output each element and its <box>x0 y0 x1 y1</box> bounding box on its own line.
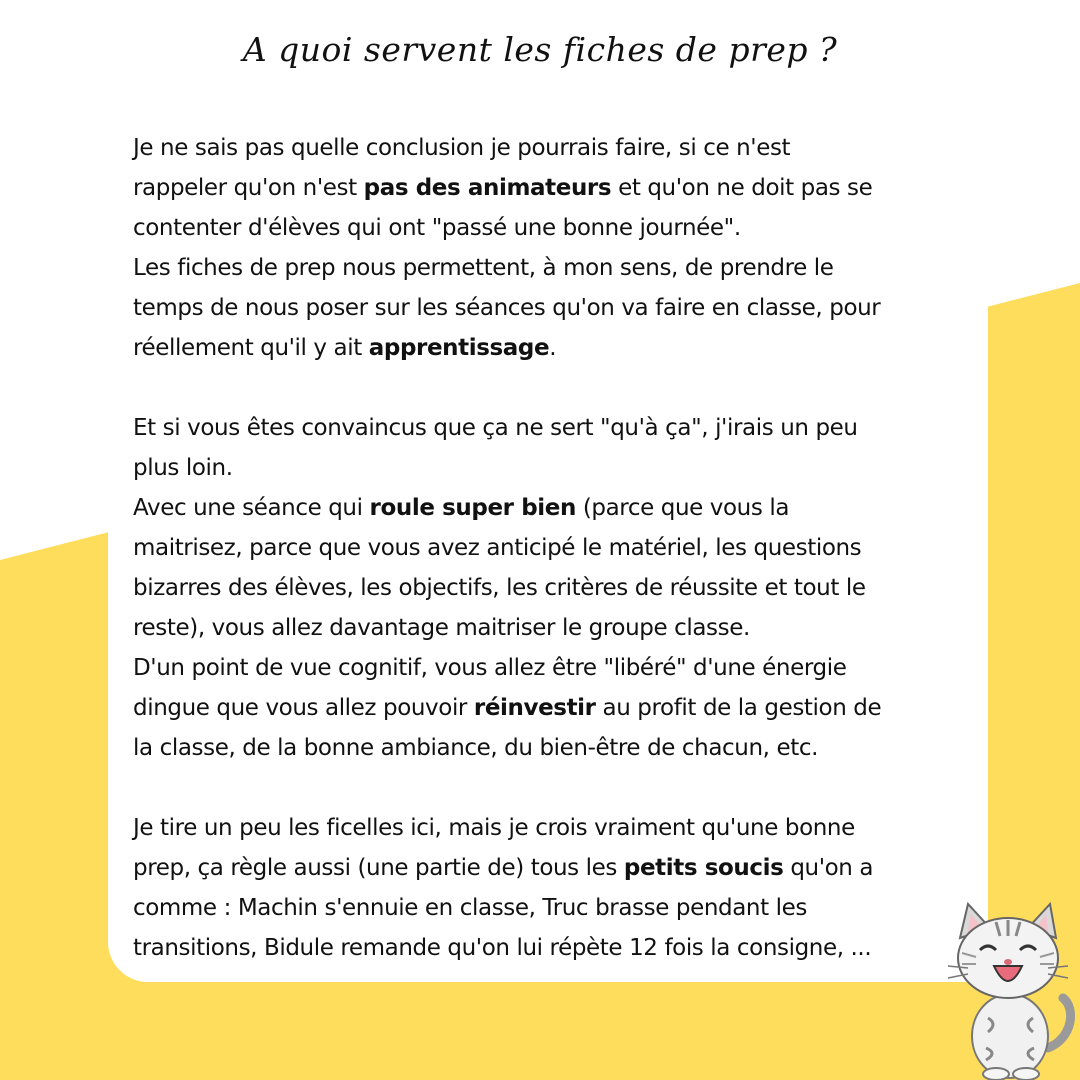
text-segment: Avec une séance qui <box>133 495 370 521</box>
text-segment: Et si vous êtes convaincus que ça ne sert "qu'à ça", j'irais un peu <box>133 415 858 441</box>
text-segment: dingue que vous allez pouvoir <box>133 695 474 721</box>
text-line <box>133 648 983 688</box>
text-segment: reste), vous allez davantage maitriser le groupe classe. <box>133 615 750 641</box>
page-title: A quoi servent les fiches de prep ? <box>242 30 838 69</box>
text-segment: Je ne sais pas quelle conclusion je pourrais faire, si ce n'est <box>133 135 791 161</box>
paragraph-gap <box>133 368 983 408</box>
text-line <box>133 288 983 328</box>
text-line <box>133 608 983 648</box>
text-segment: temps de nous poser sur les séances qu'on va faire en classe, pour <box>133 295 881 321</box>
text-line <box>133 248 983 288</box>
body-text <box>133 128 983 968</box>
text-line <box>133 528 983 568</box>
text-segment: et qu'on ne doit pas se <box>611 175 873 201</box>
bold-text: roule super bien <box>369 495 576 521</box>
text-segment: bizarres des élèves, les objectifs, les critères de réussite et tout le <box>133 575 866 601</box>
text-segment: rappeler qu'on n'est <box>133 175 364 201</box>
text-line <box>133 408 983 448</box>
text-segment: transitions, Bidule remande qu'on lui répète 12 fois la consigne, ... <box>133 935 872 961</box>
text-segment: Je tire un peu les ficelles ici, mais je crois vraiment qu'une bonne <box>133 815 855 841</box>
text-segment: Les fiches de prep nous permettent, à mon sens, de prendre le <box>133 255 834 281</box>
text-line <box>133 208 983 248</box>
text-segment: . <box>549 335 557 361</box>
text-segment: D'un point de vue cognitif, vous allez être "libéré" d'une énergie <box>133 655 847 681</box>
text-segment: réellement qu'il y ait <box>133 335 369 361</box>
bold-text: réinvestir <box>473 695 596 721</box>
text-line <box>133 488 983 528</box>
text-segment: plus loin. <box>133 455 233 481</box>
text-line <box>133 808 983 848</box>
text-line <box>133 928 983 968</box>
text-line <box>133 168 983 208</box>
text-segment: contenter d'élèves qui ont "passé une bonne journée". <box>133 215 741 241</box>
cat-icon <box>938 898 1078 1080</box>
text-line <box>133 568 983 608</box>
text-line <box>133 328 983 368</box>
bold-text: apprentissage <box>368 335 550 361</box>
text-segment: (parce que vous la <box>575 495 790 521</box>
text-line <box>133 888 983 928</box>
text-line <box>133 848 983 888</box>
text-line <box>133 448 983 488</box>
text-segment: au profit de la gestion de <box>595 695 882 721</box>
bold-text: pas des animateurs <box>363 175 612 201</box>
text-line <box>133 688 983 728</box>
bold-text: petits soucis <box>623 855 784 881</box>
text-segment: maitrisez, parce que vous avez anticipé le matériel, les questions <box>133 535 862 561</box>
text-line <box>133 128 983 168</box>
text-line <box>133 728 983 768</box>
text-segment: comme : Machin s'ennuie en classe, Truc brasse pendant les <box>133 895 807 921</box>
text-segment: la classe, de la bonne ambiance, du bien-être de chacun, etc. <box>133 735 818 761</box>
text-segment: qu'on a <box>783 855 874 881</box>
text-segment: prep, ça règle aussi (une partie de) tous les <box>133 855 624 881</box>
paragraph-gap <box>133 768 983 808</box>
